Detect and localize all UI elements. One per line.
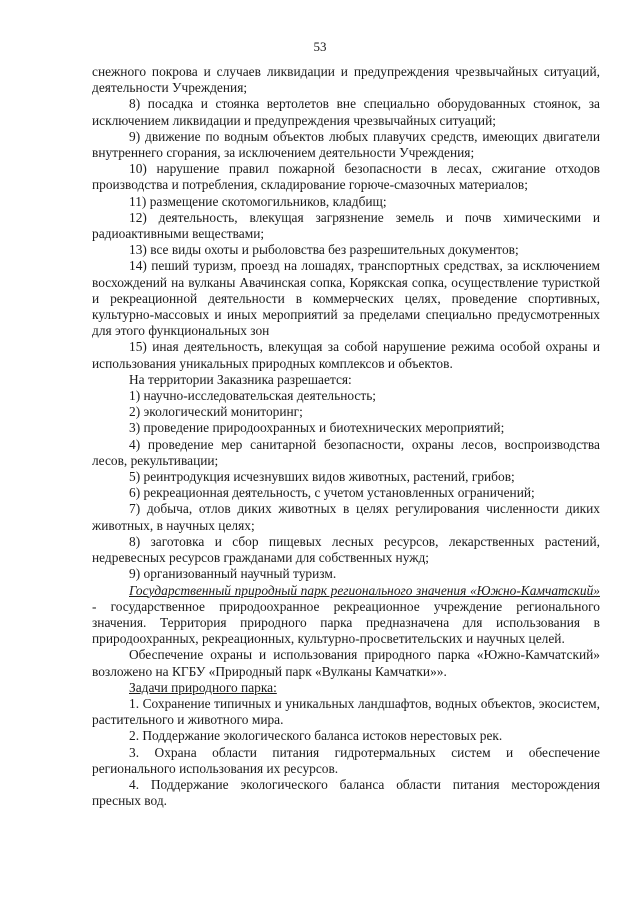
task-item: 2. Поддержание экологического баланса истоков нерестовых рек. — [129, 728, 503, 744]
paragraph: 9) движение по водным объектов любых плавучих средств, имеющих двигатели внутреннего сгорания, за исключением деятельности Учреждения; — [92, 128, 600, 161]
paragraph: 3) проведение природоохранных и биотехнических мероприятий; — [129, 420, 505, 436]
task-item: 4. Поддержание экологического баланса области питания месторождения пресных вод. — [92, 776, 600, 809]
page-number: 53 — [313, 39, 327, 54]
paragraph: 14) пеший туризм, проезд на лошадях, транспортных средствах, за исключением восхождений на вулканы Авачинская сопка, Корякская сопка, осуществление туристкой и рекреационной деятельности в коммерческих целях, проведение спортивных, культурно-массовых и иных мероприятий за пределами специально предусмотренных для этого функциональных зон — [92, 258, 600, 339]
tasks-heading-line — [92, 680, 600, 696]
task-item: 1. Сохранение типичных и уникальных ландшафтов, водных объектов, экосистем, растительного и животного мира. — [92, 695, 600, 728]
paragraph: 13) все виды охоты и рыболовства без разрешительных документов; — [129, 242, 519, 258]
paragraph: На территории Заказника разрешается: — [129, 371, 352, 387]
park-title: Государственный природный парк регионального значения «Южно-Камчатский» — [129, 582, 600, 598]
park-description: - государственное природоохранное рекреационное учреждение регионального значения. Территория природного парка предназначена для использования в природоохранных, рекреационных, культурно-просветительских и научных целей. — [92, 598, 600, 647]
paragraph: 7) добыча, отлов диких животных в целях регулирования численности диких животных, в научных целях; — [92, 501, 600, 533]
prohibitions-and-permissions — [92, 64, 600, 583]
paragraph: Обеспечение охраны и использования природного парка «Южно-Камчатский» возложено на КГБУ «Природный парк «Вулканы Камчатки»». — [92, 647, 600, 679]
paragraph: 10) нарушение правил пожарной безопасности в лесах, сжигание отходов производства и потребления, складирование горюче-смазочных материалов; — [92, 161, 600, 193]
paragraph: 5) реинтродукция исчезнувших видов животных, растений, грибов; — [129, 469, 515, 485]
document-body — [92, 64, 600, 809]
paragraph: 11) размещение скотомогильников, кладбищ; — [129, 193, 387, 209]
park-management — [92, 647, 600, 679]
park-paragraph — [92, 583, 600, 648]
paragraph: снежного покрова и случаев ликвидации и предупреждения чрезвычайных ситуаций, деятельности Учреждения; — [92, 64, 600, 96]
paragraph: 8) заготовка и сбор пищевых лесных ресурсов, лекарственных растений, недревесных ресурсов гражданами для собственных нужд; — [92, 533, 600, 566]
paragraph: 15) иная деятельность, влекущая за собой нарушение режима особой охраны и использования уникальных природных комплексов и объектов. — [92, 339, 600, 371]
paragraph: 6) рекреационная деятельность, с учетом установленных ограничений; — [129, 485, 535, 501]
paragraph: 9) организованный научный туризм. — [129, 566, 337, 582]
paragraph: 12) деятельность, влекущая загрязнение земель и почв химическими и радиоактивными веществами; — [92, 209, 600, 242]
tasks-list — [92, 696, 600, 809]
paragraph: 4) проведение мер санитарной безопасности, охраны лесов, воспроизводства лесов, рекультивации; — [92, 436, 600, 468]
task-item: 3. Охрана области питания гидротермальных систем и обеспечение регионального использования их ресурсов. — [92, 744, 600, 776]
paragraph: 2) экологический мониторинг; — [129, 404, 303, 420]
paragraph: 1) научно-исследовательская деятельность; — [129, 388, 377, 404]
tasks-heading: Задачи природного парка: — [129, 679, 277, 695]
paragraph: 8) посадка и стоянка вертолетов вне специально оборудованных стоянок, за исключением ликвидации и предупреждения чрезвычайных ситуаций; — [92, 96, 600, 128]
